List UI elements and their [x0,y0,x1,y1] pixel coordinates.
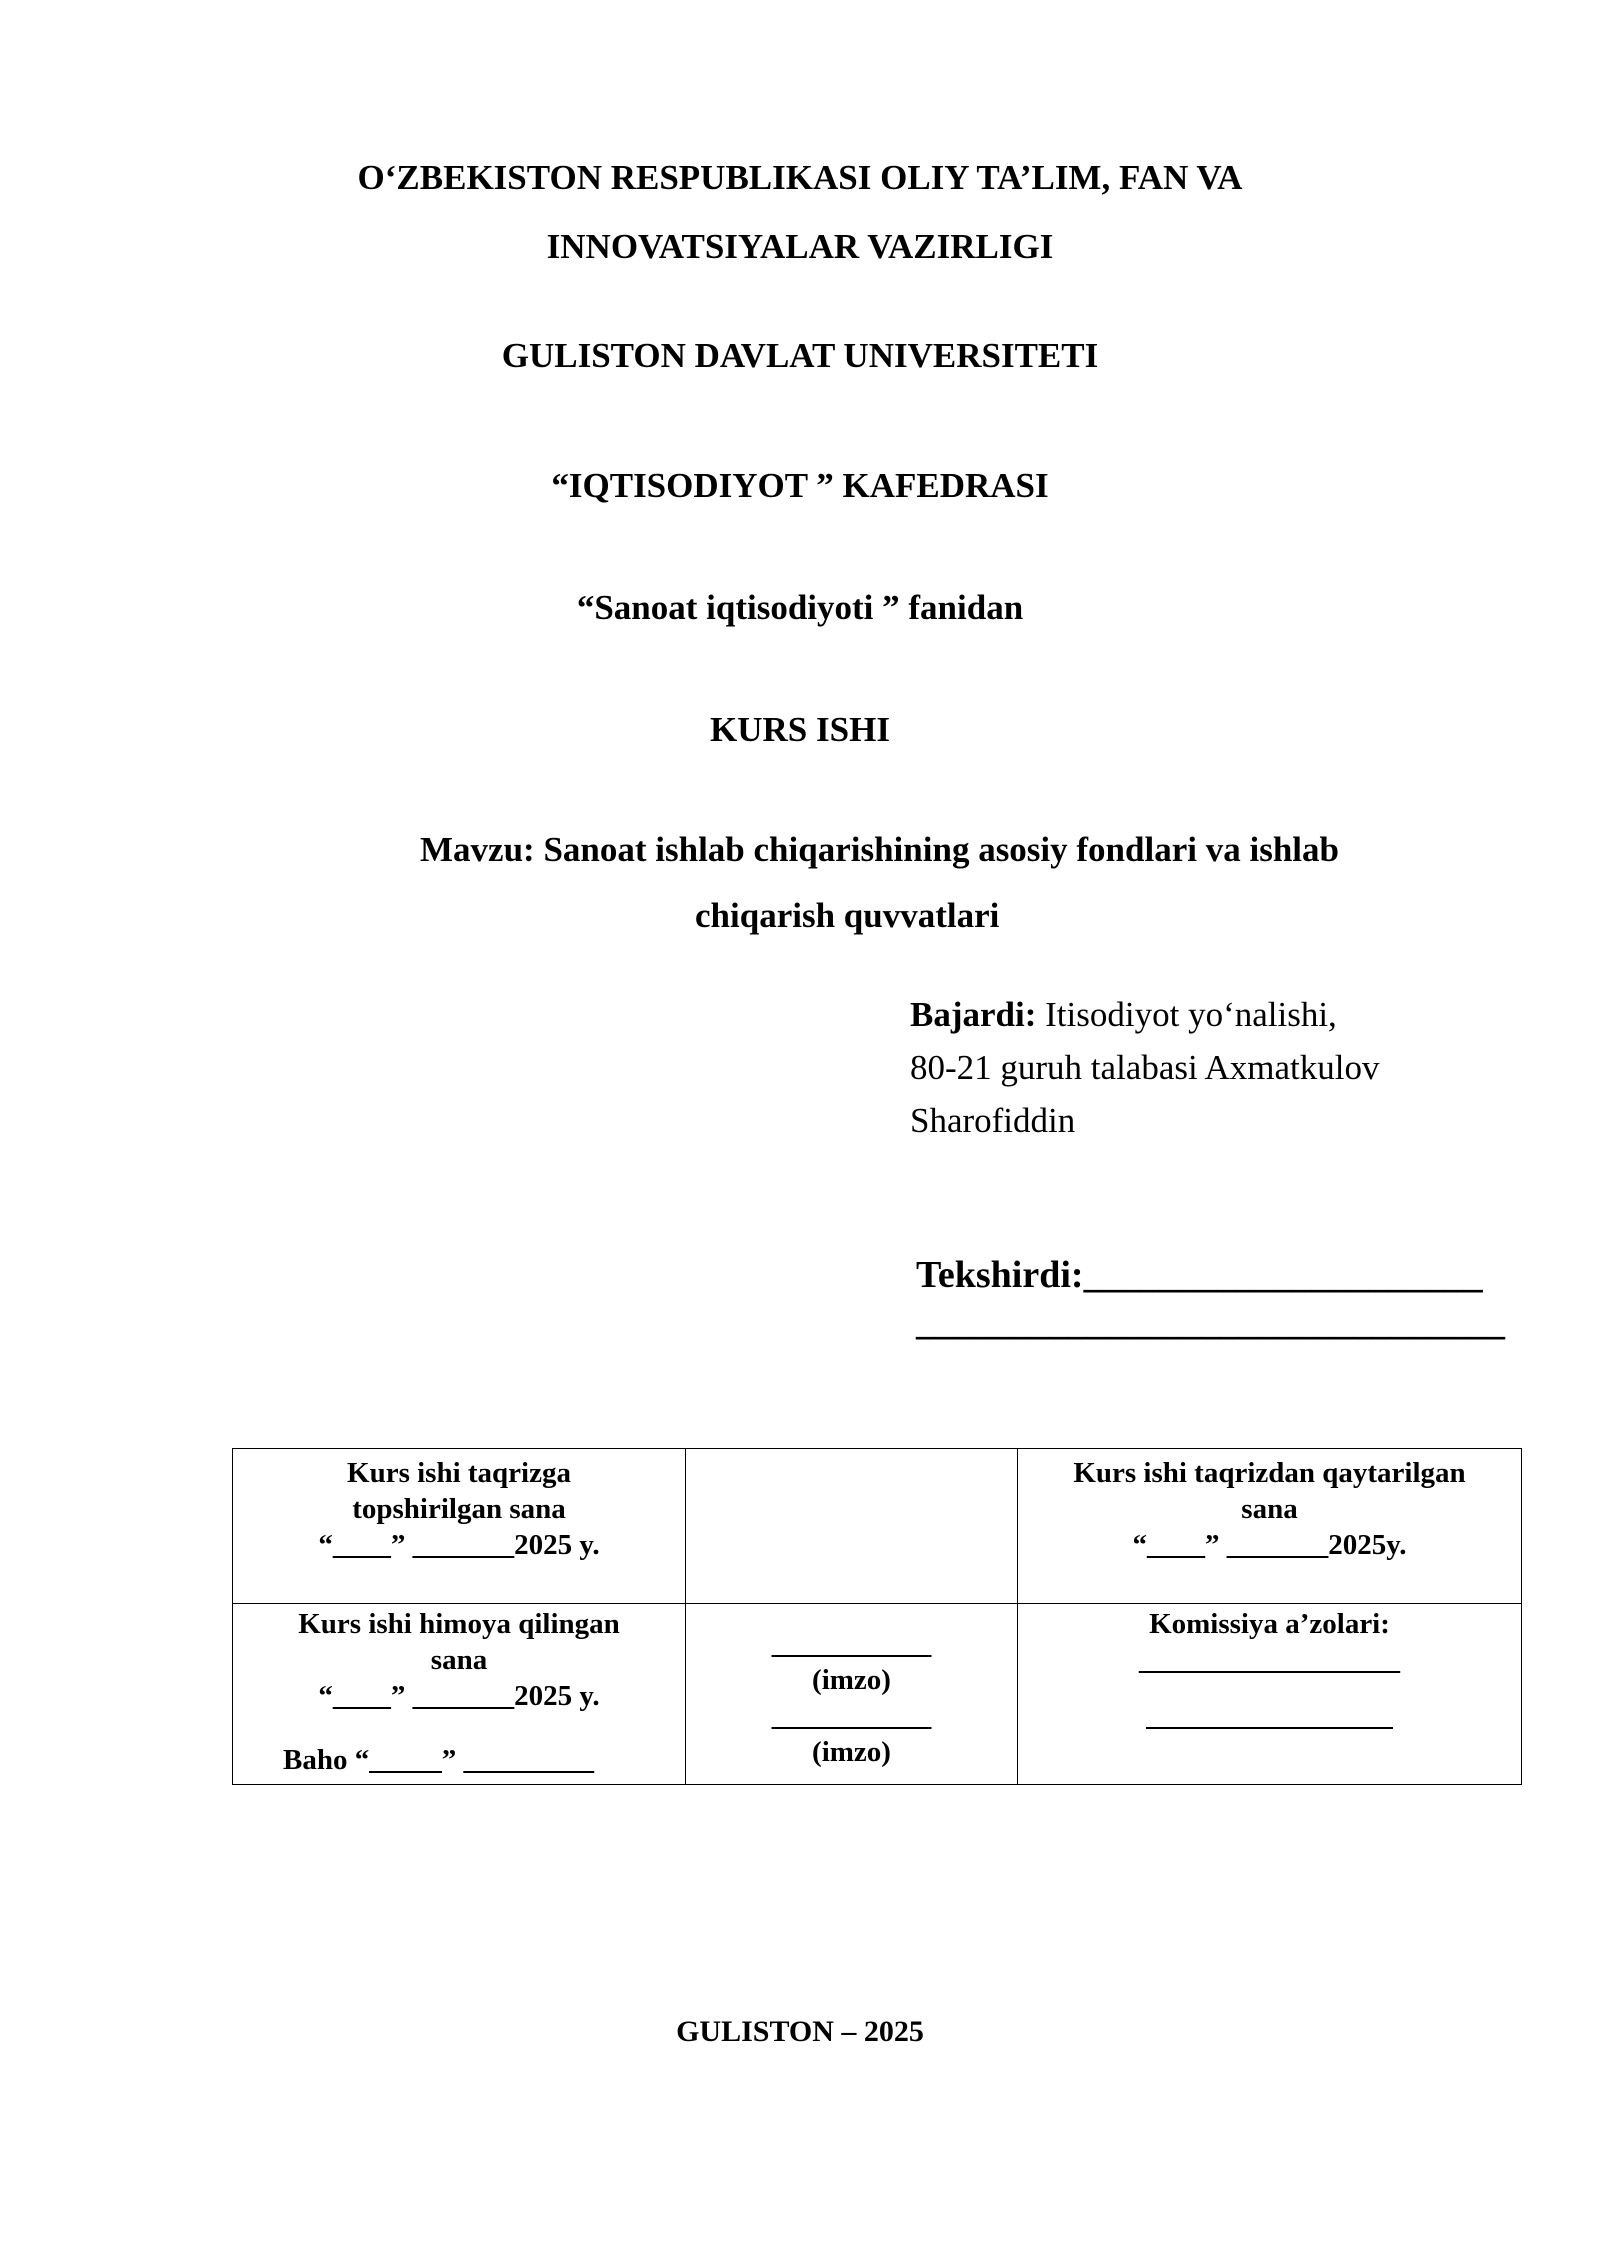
signature-blank2: ___________ [771,1700,932,1732]
author-line2: 80-21 guruh talabasi Axmatkulov [910,1048,1380,1087]
defended-line2: sana [430,1644,488,1676]
commission-cell [1018,1604,1522,1785]
submitted-cell [233,1449,686,1604]
returned-line2: sana [1241,1493,1298,1525]
signatures-cell [686,1604,1018,1785]
signature-table [232,1448,1522,1785]
grade-field: Baho “_____” _________ [283,1744,594,1776]
author-program: Itisodiyot yo‘nalishi, [1036,995,1337,1034]
empty-cell [686,1449,1018,1604]
returned-cell [1018,1449,1522,1604]
checker-blank2: _______________________________ [916,1301,1505,1343]
subject-name: “Sanoat iqtisodiyoti ” fanidan [576,588,1024,627]
author-line1 [910,995,1337,1035]
author-line3: Sharofiddin [910,1101,1076,1140]
checker-blank1: _____________________ [1083,1254,1483,1296]
checker-label: Tekshirdi: [916,1254,1084,1296]
topic-line1: Mavzu: Sanoat ishlab chiqarishining asosiy fondlari va ishlab [420,830,1339,869]
defended-date: “____” _______2025 y. [318,1680,600,1712]
author-label: Bajardi: [910,995,1037,1034]
ministry-title-line2: INNOVATSIYALAR VAZIRLIGI [546,227,1054,266]
submitted-line2: topshirilgan sana [352,1493,566,1525]
signature-label2: (imzo) [812,1736,891,1768]
topic-line2: chiqarish quvvatlari [695,896,1000,935]
defended-line1: Kurs ishi himoya qilingan [298,1608,620,1640]
returned-date: “____” _______2025y. [1132,1529,1407,1561]
ministry-title-line1: O‘ZBEKISTON RESPUBLIKASI OLIY TA’LIM, FAN VA [357,158,1243,197]
submitted-line1: Kurs ishi taqrizga [347,1457,571,1489]
returned-line1: Kurs ishi taqrizdan qaytarilgan [1073,1457,1466,1489]
signature-label1: (imzo) [812,1664,891,1696]
table-row [233,1449,1522,1604]
footer-city-year: GULISTON – 2025 [676,2015,924,2048]
signature-blank1: ___________ [771,1628,932,1660]
university-name: GULISTON DAVLAT UNIVERSITETI [501,336,1099,375]
submitted-date: “____” _______2025 y. [318,1529,600,1561]
commission-label: Komissiya a’zolari: [1149,1608,1390,1640]
commission-blank1: __________________ [1139,1644,1400,1676]
defended-cell [233,1604,686,1785]
checker-line1 [916,1253,1483,1297]
commission-blank2: _________________ [1146,1700,1393,1732]
document-type: KURS ISHI [710,710,890,749]
table-row [233,1604,1522,1785]
department-name: “IQTISODIYOT ” KAFEDRASI [551,466,1049,505]
